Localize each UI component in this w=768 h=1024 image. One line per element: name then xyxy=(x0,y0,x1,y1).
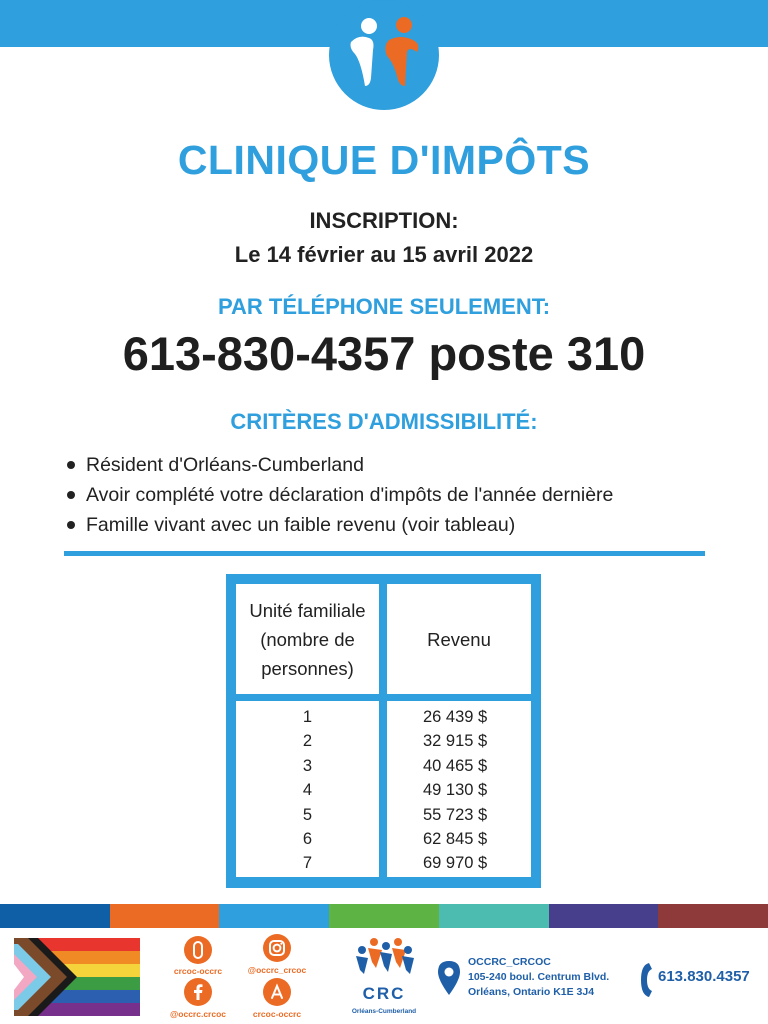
table-row: 49 130 $ xyxy=(423,781,488,800)
color-strip-segment xyxy=(219,904,329,928)
tiktok-icon[interactable] xyxy=(184,936,212,964)
color-strip-segment xyxy=(110,904,220,928)
progress-pride-flag-icon xyxy=(14,938,140,1016)
table-row: 26 439 $ xyxy=(423,708,488,726)
bullet-icon xyxy=(67,491,75,499)
crc-logo-icon xyxy=(352,934,416,984)
color-strip-segment xyxy=(439,904,549,928)
instagram-icon[interactable] xyxy=(263,934,291,962)
page-title: CLINIQUE D'IMPÔTS xyxy=(177,137,591,183)
instagram-handle[interactable]: @occrc_crcoc xyxy=(247,965,307,975)
org-subtitle: Orléans-Cumberland xyxy=(351,1008,417,1015)
registration-phone: 613-830-4357 poste 310 xyxy=(122,327,646,380)
phone-only-label: PAR TÉLÉPHONE SEULEMENT: xyxy=(217,294,551,319)
table-row: 32 915 $ xyxy=(423,732,488,751)
logo-badge xyxy=(329,0,439,110)
table-row: 4 xyxy=(302,781,313,800)
criteria-item: Avoir complété votre déclaration d'impôts de l'année dernière xyxy=(64,480,613,510)
phone-icon xyxy=(638,961,654,999)
table-row: 40 465 $ xyxy=(423,756,488,775)
table-row: 5 xyxy=(302,805,313,824)
footer-phone[interactable]: 613.830.4357 xyxy=(658,968,750,985)
tiktok-handle[interactable]: crcoc-occrc xyxy=(173,966,223,976)
criteria-item: Résident d'Orléans-Cumberland xyxy=(64,450,613,480)
color-strip-segment xyxy=(549,904,659,928)
address-line-1: 105-240 boul. Centrum Blvd. xyxy=(468,971,610,983)
location-pin-icon xyxy=(437,960,461,996)
registration-label: INSCRIPTION: xyxy=(309,208,459,233)
color-strip-segment xyxy=(0,904,110,928)
facebook-handle[interactable]: @occrc.crcoc xyxy=(169,1009,226,1019)
household-size-column xyxy=(236,701,379,877)
table-row: 62 845 $ xyxy=(423,829,488,848)
income-table xyxy=(226,574,541,888)
address-line-2: Orléans, Ontario K1E 3J4 xyxy=(468,986,595,998)
address-block xyxy=(468,955,609,1000)
app-store-icon[interactable] xyxy=(263,978,291,1006)
table-row: 3 xyxy=(302,756,313,775)
facebook-icon[interactable] xyxy=(184,978,212,1006)
header-household-size: Unité familiale (nombre de personnes) xyxy=(236,584,379,694)
bullet-icon xyxy=(67,461,75,469)
table-row: 1 xyxy=(302,708,313,726)
criteria-list xyxy=(64,450,613,540)
address-name: OCCRC_CRCOC xyxy=(468,956,551,968)
color-strip-segment xyxy=(329,904,439,928)
color-strip-segment xyxy=(658,904,768,928)
table-row: 6 xyxy=(302,829,313,848)
registration-dates: Le 14 février au 15 avril 2022 xyxy=(234,242,534,267)
table-row: 69 970 $ xyxy=(423,854,488,873)
bullet-icon xyxy=(67,521,75,529)
section-divider xyxy=(64,551,705,556)
income-column xyxy=(387,701,531,877)
criteria-item: Famille vivant avec un faible revenu (voir tableau) xyxy=(64,510,613,540)
footer xyxy=(0,928,768,1024)
table-row: 2 xyxy=(302,732,313,751)
org-name: CRC xyxy=(362,984,406,1003)
criteria-heading: CRITÈRES D'ADMISSIBILITÉ: xyxy=(230,409,538,434)
color-strip xyxy=(0,904,768,928)
table-row: 55 723 $ xyxy=(423,805,488,824)
people-logo-icon xyxy=(329,0,439,110)
header-income: Revenu xyxy=(387,584,531,694)
table-row: 7 xyxy=(302,854,313,873)
other-handle[interactable]: crcoc-occrc xyxy=(252,1009,302,1019)
